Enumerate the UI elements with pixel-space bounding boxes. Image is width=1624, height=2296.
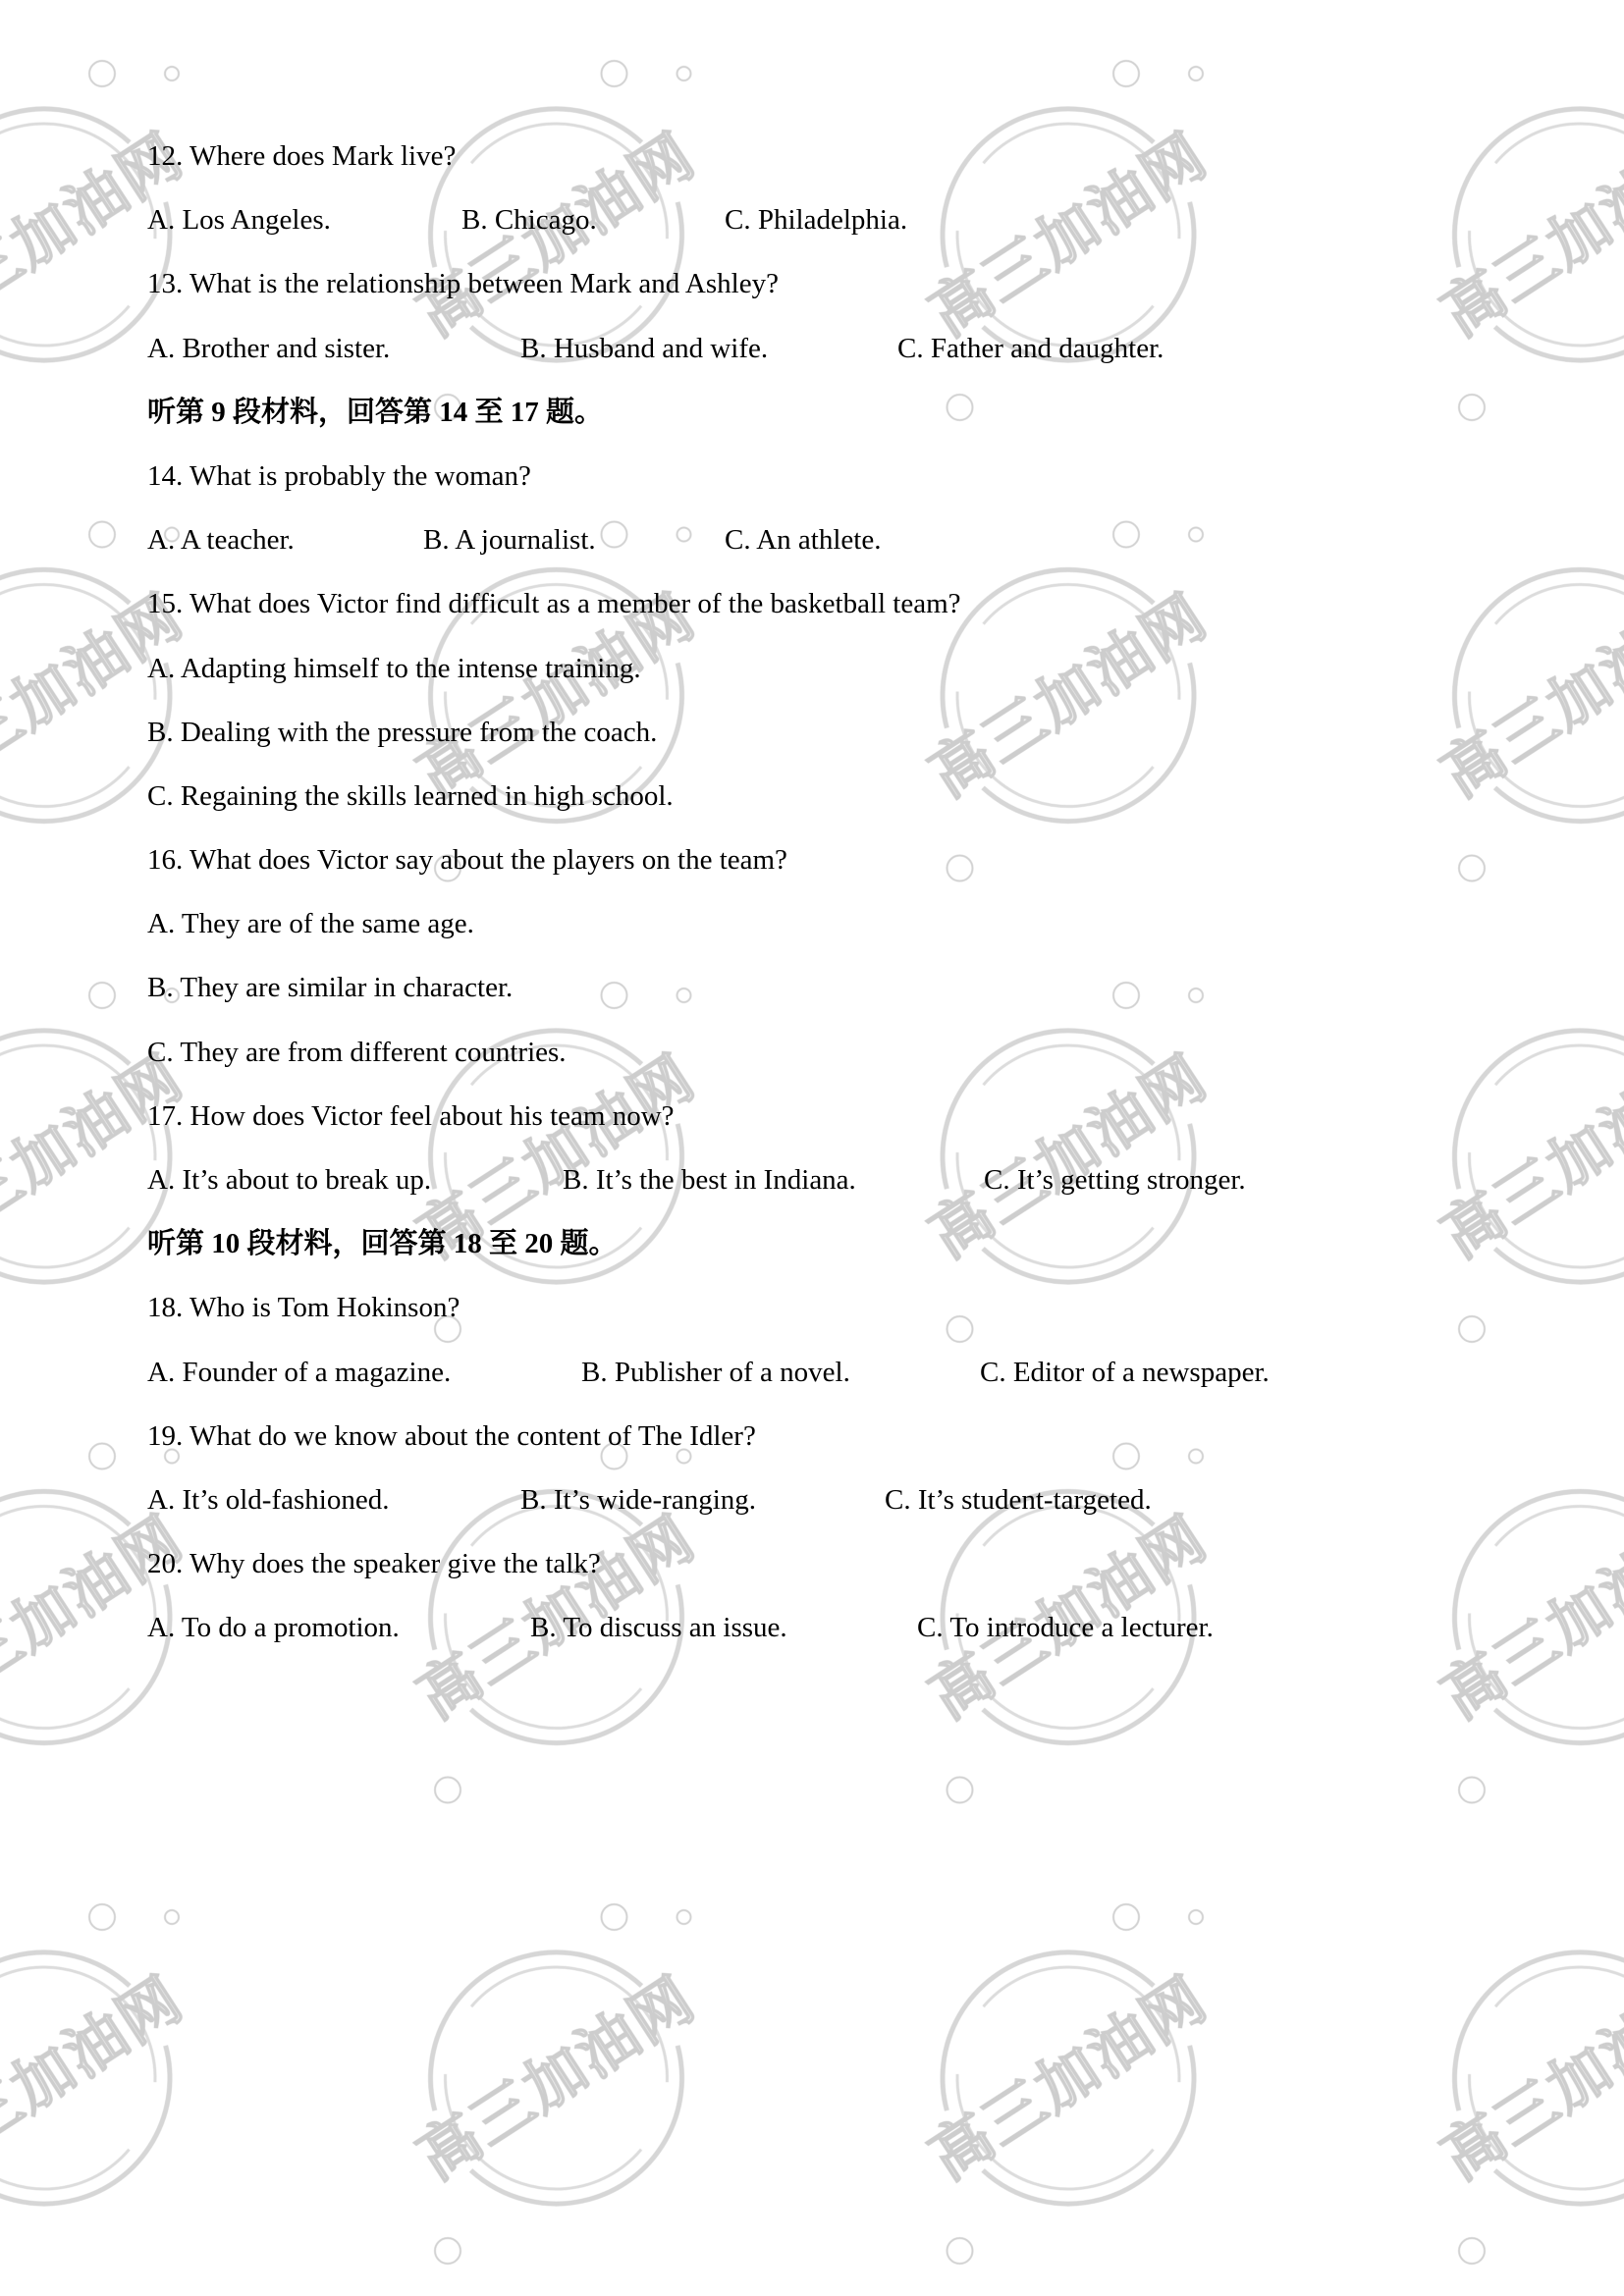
question-20-option-c: C. To introduce a lecturer. [917,1612,1214,1644]
question-option-line [0,701,1624,765]
question-stem-line [0,125,1624,188]
question-20 [0,1532,1624,1660]
question-19-option-c: C. It’s student-targeted. [885,1483,1152,1516]
question-14-option-c: C. An athlete. [725,524,882,557]
section-10-header-line [0,1212,1624,1276]
question-stem-line [0,828,1624,892]
question-options-line [0,1468,1624,1532]
question-options-line [0,1148,1624,1212]
section-9-header-line [0,381,1624,445]
question-14 [0,445,1624,572]
question-stem-line [0,1276,1624,1340]
section-9-header: 听第 9 段材料，回答第 14 至 17 题。 [147,396,604,428]
question-list [0,125,1624,1661]
question-13-option-a: A. Brother and sister. [147,332,391,364]
question-options-line [0,1341,1624,1405]
question-stem-line [0,1532,1624,1596]
question-17-option-a: A. It’s about to break up. [147,1164,432,1196]
question-13-option-b: B. Husband and wife. [520,332,769,364]
question-20-option-b: B. To discuss an issue. [530,1612,787,1644]
question-12-option-b: B. Chicago. [461,204,597,237]
question-14-option-b: B. A journalist. [423,524,596,557]
question-15 [0,572,1624,828]
question-stem-line [0,252,1624,316]
question-stem-line [0,1405,1624,1468]
question-20-option-a: A. To do a promotion. [147,1612,400,1644]
question-12-option-a: A. Los Angeles. [147,204,331,237]
question-option-line [0,956,1624,1020]
question-16-option-a: A. They are of the same age. [147,908,474,940]
question-stem-line [0,445,1624,508]
question-option-line [0,637,1624,701]
question-15-option-c: C. Regaining the skills learned in high school. [147,779,674,812]
question-15-stem: 15. What does Victor find difficult as a member of the basketball team? [147,588,961,620]
question-options-line [0,317,1624,381]
question-18-option-b: B. Publisher of a novel. [581,1356,850,1388]
question-17-option-c: C. It’s getting stronger. [984,1164,1246,1196]
question-13 [0,252,1624,380]
question-16-stem: 16. What does Victor say about the players on the team? [147,844,787,877]
question-14-stem: 14. What is probably the woman? [147,459,531,492]
question-12 [0,125,1624,252]
question-13-stem: 13. What is the relationship between Mark and Ashley? [147,268,779,300]
question-15-option-a: A. Adapting himself to the intense training. [147,652,641,684]
question-option-line [0,892,1624,956]
question-16 [0,828,1624,1085]
question-19 [0,1405,1624,1532]
question-stem-line [0,572,1624,636]
question-12-option-c: C. Philadelphia. [725,204,908,237]
question-18-option-a: A. Founder of a magazine. [147,1356,452,1388]
question-16-option-c: C. They are from different countries. [147,1036,567,1068]
question-20-stem: 20. Why does the speaker give the talk? [147,1548,601,1580]
question-19-stem: 19. What do we know about the content of The Idler? [147,1419,756,1452]
question-12-stem: 12. Where does Mark live? [147,140,457,172]
question-13-option-c: C. Father and daughter. [897,332,1164,364]
question-options-line [0,188,1624,252]
question-14-option-a: A. A teacher. [147,524,295,557]
question-18-stem: 18. Who is Tom Hokinson? [147,1292,460,1324]
question-option-line [0,765,1624,828]
question-16-option-b: B. They are similar in character. [147,972,514,1004]
question-19-option-b: B. It’s wide-ranging. [520,1483,757,1516]
question-18-option-c: C. Editor of a newspaper. [980,1356,1270,1388]
question-15-option-b: B. Dealing with the pressure from the coach. [147,716,658,748]
question-option-line [0,1021,1624,1085]
question-options-line [0,1596,1624,1660]
question-17 [0,1085,1624,1212]
question-stem-line [0,1085,1624,1148]
question-18 [0,1276,1624,1404]
question-19-option-a: A. It’s old-fashioned. [147,1483,390,1516]
question-17-stem: 17. How does Victor feel about his team now? [147,1099,675,1132]
question-options-line [0,508,1624,572]
section-10-header: 听第 10 段材料，回答第 18 至 20 题。 [147,1228,618,1260]
question-17-option-b: B. It’s the best in Indiana. [563,1164,856,1196]
